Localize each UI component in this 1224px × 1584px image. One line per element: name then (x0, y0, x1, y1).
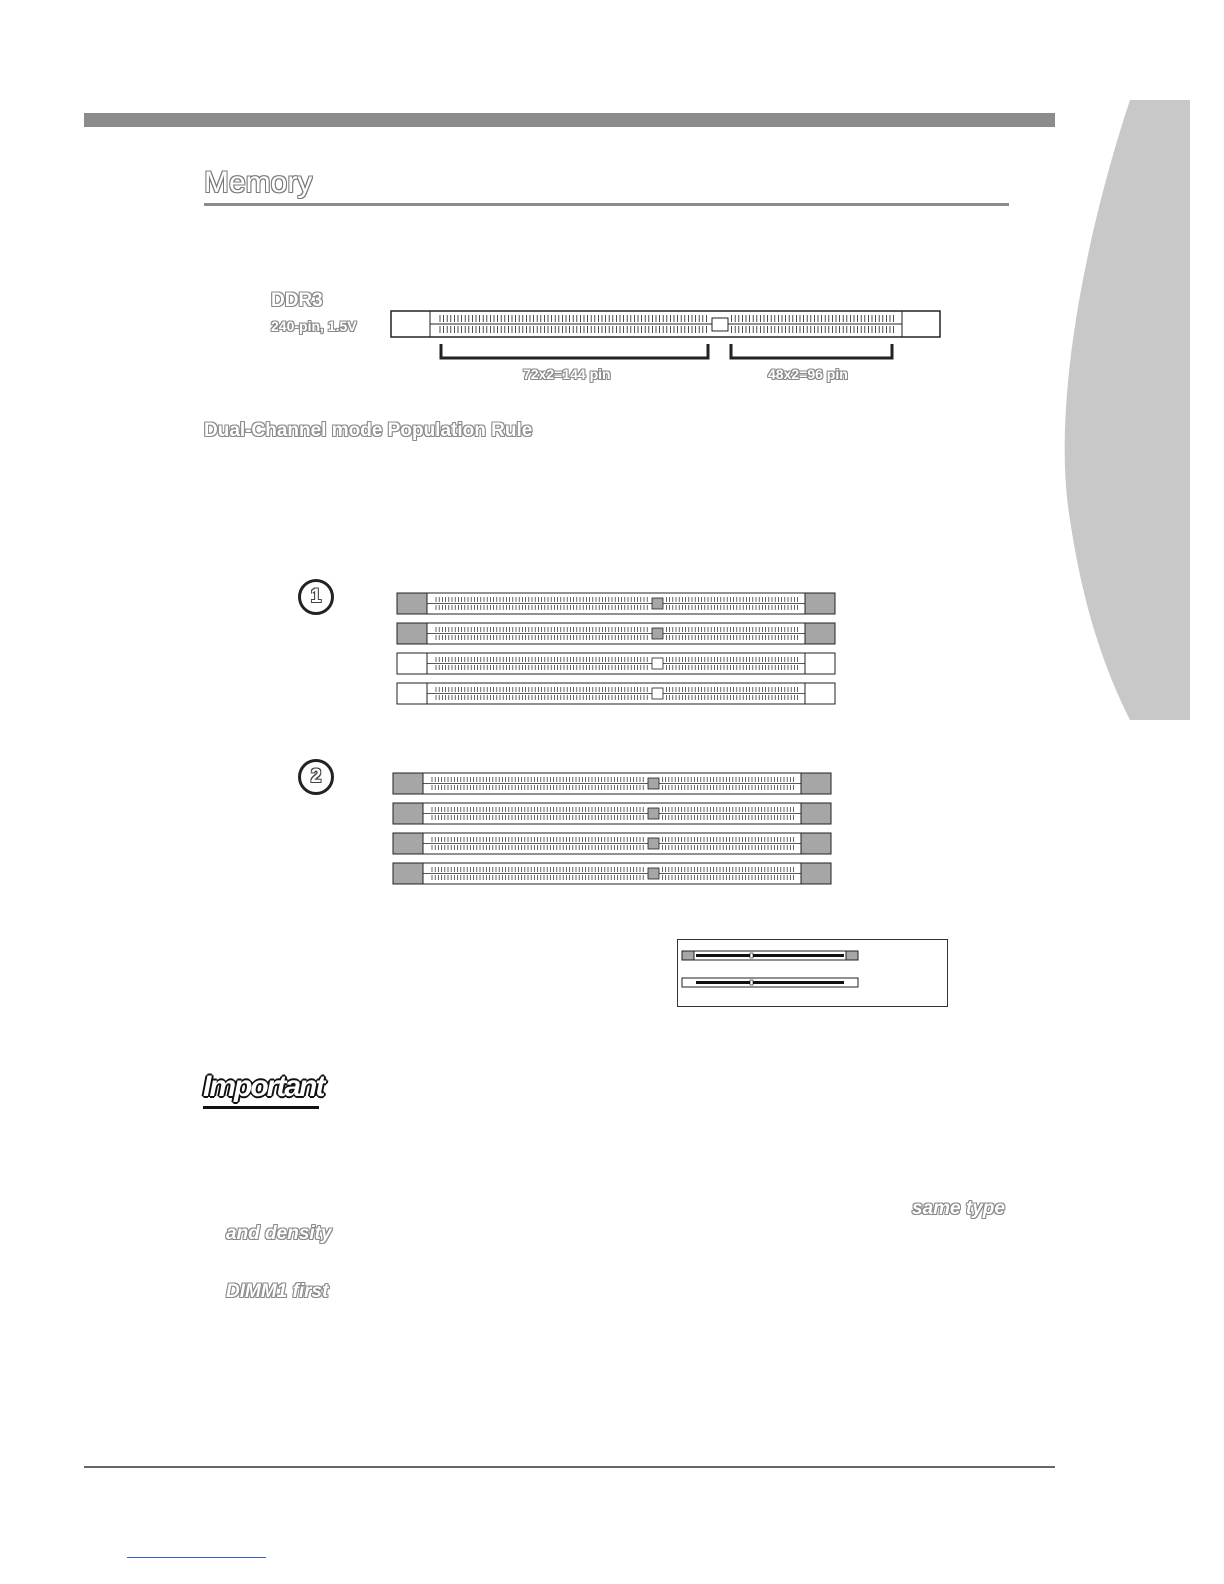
dimm-slot-installed (393, 773, 831, 794)
footer-link-underline (127, 1557, 266, 1558)
note-same-type: same type (912, 1198, 1005, 1219)
legend-installed-slot (682, 951, 858, 960)
dimm-slot-installed (393, 833, 831, 854)
footer-rule (84, 1466, 1055, 1468)
important-underline (203, 1106, 319, 1109)
dimm-slot-empty (397, 653, 835, 674)
legend-box (677, 939, 948, 1007)
dimm-slot-installed (397, 623, 835, 644)
pin-count-right: 48x2=96 pin (768, 366, 848, 382)
title-rule (204, 203, 1009, 206)
dimm-slot-installed (393, 863, 831, 884)
note-dimm1-first: DIMM1 first (226, 1281, 329, 1302)
bracket-right (731, 344, 892, 358)
dimm-slot-installed (393, 803, 831, 824)
dimm-slot-empty (397, 683, 835, 704)
bracket-left (441, 344, 708, 358)
config-number-badge: 2 (298, 759, 334, 795)
ddr-spec-label: 240-pin, 1.5V (271, 318, 357, 334)
legend-empty-slot (682, 978, 858, 987)
dimm-config-1 (396, 592, 838, 708)
page-title: Memory (204, 166, 313, 199)
chapter-side-tab (1050, 100, 1190, 720)
config-number-badge: 1 (298, 579, 334, 615)
dimm-config-2 (392, 772, 834, 888)
note-density: and density (226, 1223, 332, 1244)
dimm-slot-installed (397, 593, 835, 614)
section-heading: Dual-Channel mode Population Rule (204, 420, 533, 441)
pin-count-left: 72x2=144 pin (523, 366, 611, 382)
important-heading: Important (203, 1070, 324, 1103)
ddr3-slot-diagram (390, 308, 942, 364)
slot-key-notch (712, 318, 728, 331)
header-bar (84, 113, 1055, 127)
ddr-type-label: DDR3 (271, 290, 323, 311)
